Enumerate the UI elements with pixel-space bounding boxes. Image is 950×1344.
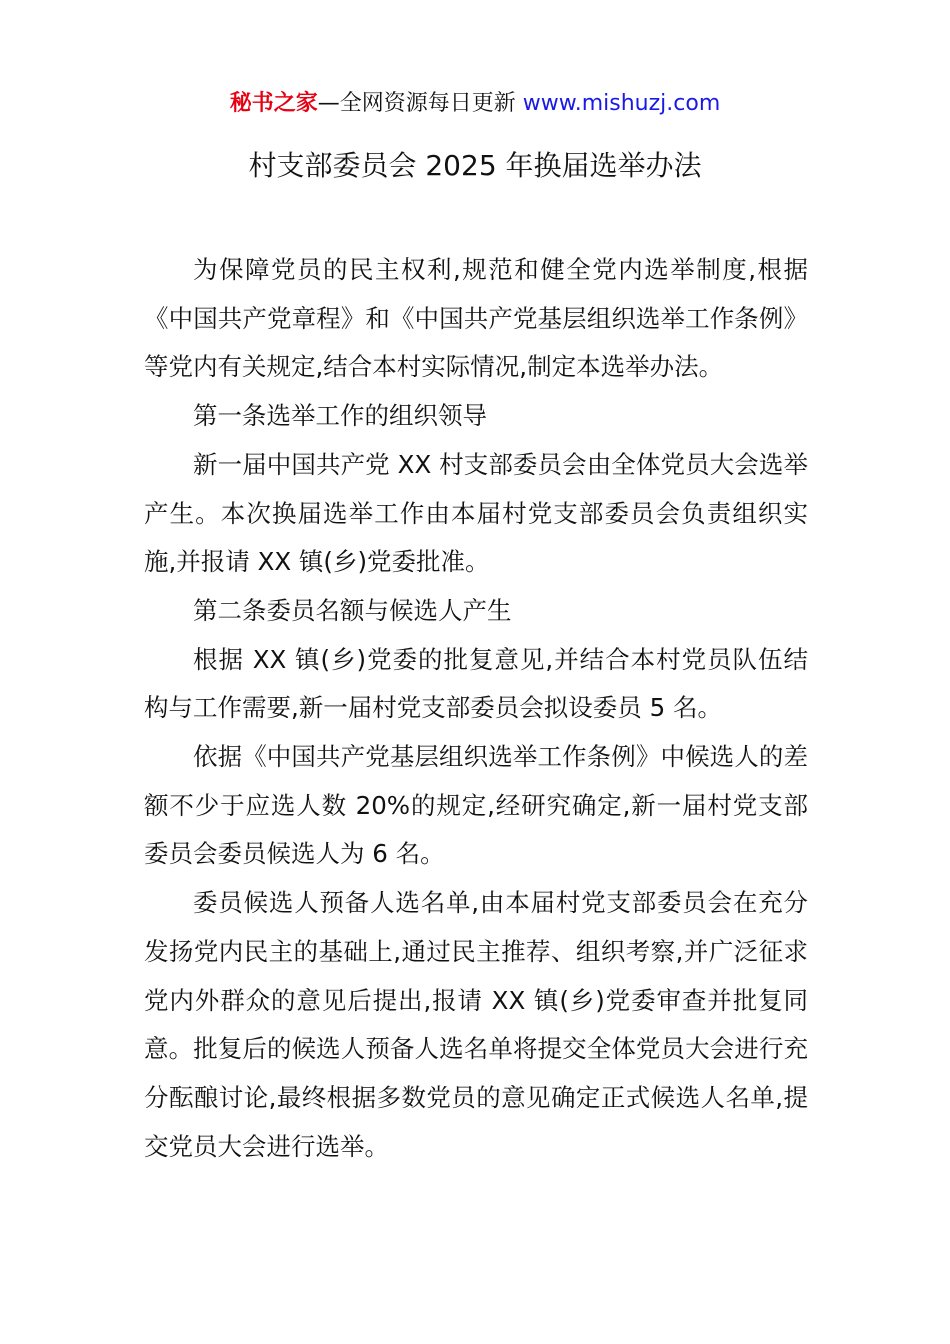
document-title: 村支部委员会 2025 年换届选举办法	[248, 149, 702, 182]
paragraph-committee-size: 根据 XX 镇(乡)党委的批复意见,并结合本村党员队伍结构与工作需要,新一届村党支部委员会拟设委员 5 名。	[144, 644, 808, 723]
site-brand: 秘书之家	[229, 91, 318, 116]
section-heading-article-1: 第一条选举工作的组织领导	[193, 401, 487, 431]
paragraph-preamble: 为保障党员的民主权利,规范和健全党内选举制度,根据《中国共产党章程》和《中国共产党基层组织选举工作条例》等党内有关规定,结合本村实际情况,制定本选举办法。	[144, 255, 808, 382]
paragraph-candidate-list: 委员候选人预备人选名单,由本届村党支部委员会在充分发扬党内民主的基础上,通过民主推荐、组织考察,并广泛征求党内外群众的意见后提出,报请 XX 镇(乡)党委审查并批复同意。批复后的候选人预备人选名单将提交全体党员大会进行充分酝酿讨论,最终根据多数党员的意见确定正式候选人名单,提交党员大会进行选举。	[144, 888, 808, 1161]
paragraph-candidate-count: 依据《中国共产党基层组织选举工作条例》中候选人的差额不少于应选人数 20%的规定,经研究确定,新一届村党支部委员会委员候选人为 6 名。	[144, 742, 808, 869]
site-url-link[interactable]: www.mishuzj.com	[522, 91, 721, 116]
site-tagline: —全网资源每日更新	[317, 91, 523, 116]
document-body	[144, 246, 808, 1171]
site-header	[0, 88, 950, 120]
section-heading-article-2: 第二条委员名额与候选人产生	[193, 595, 512, 625]
paragraph-article-1: 新一届中国共产党 XX 村支部委员会由全体党员大会选举产生。本次换届选举工作由本届村党支部委员会负责组织实施,并报请 XX 镇(乡)党委批准。	[144, 449, 808, 577]
